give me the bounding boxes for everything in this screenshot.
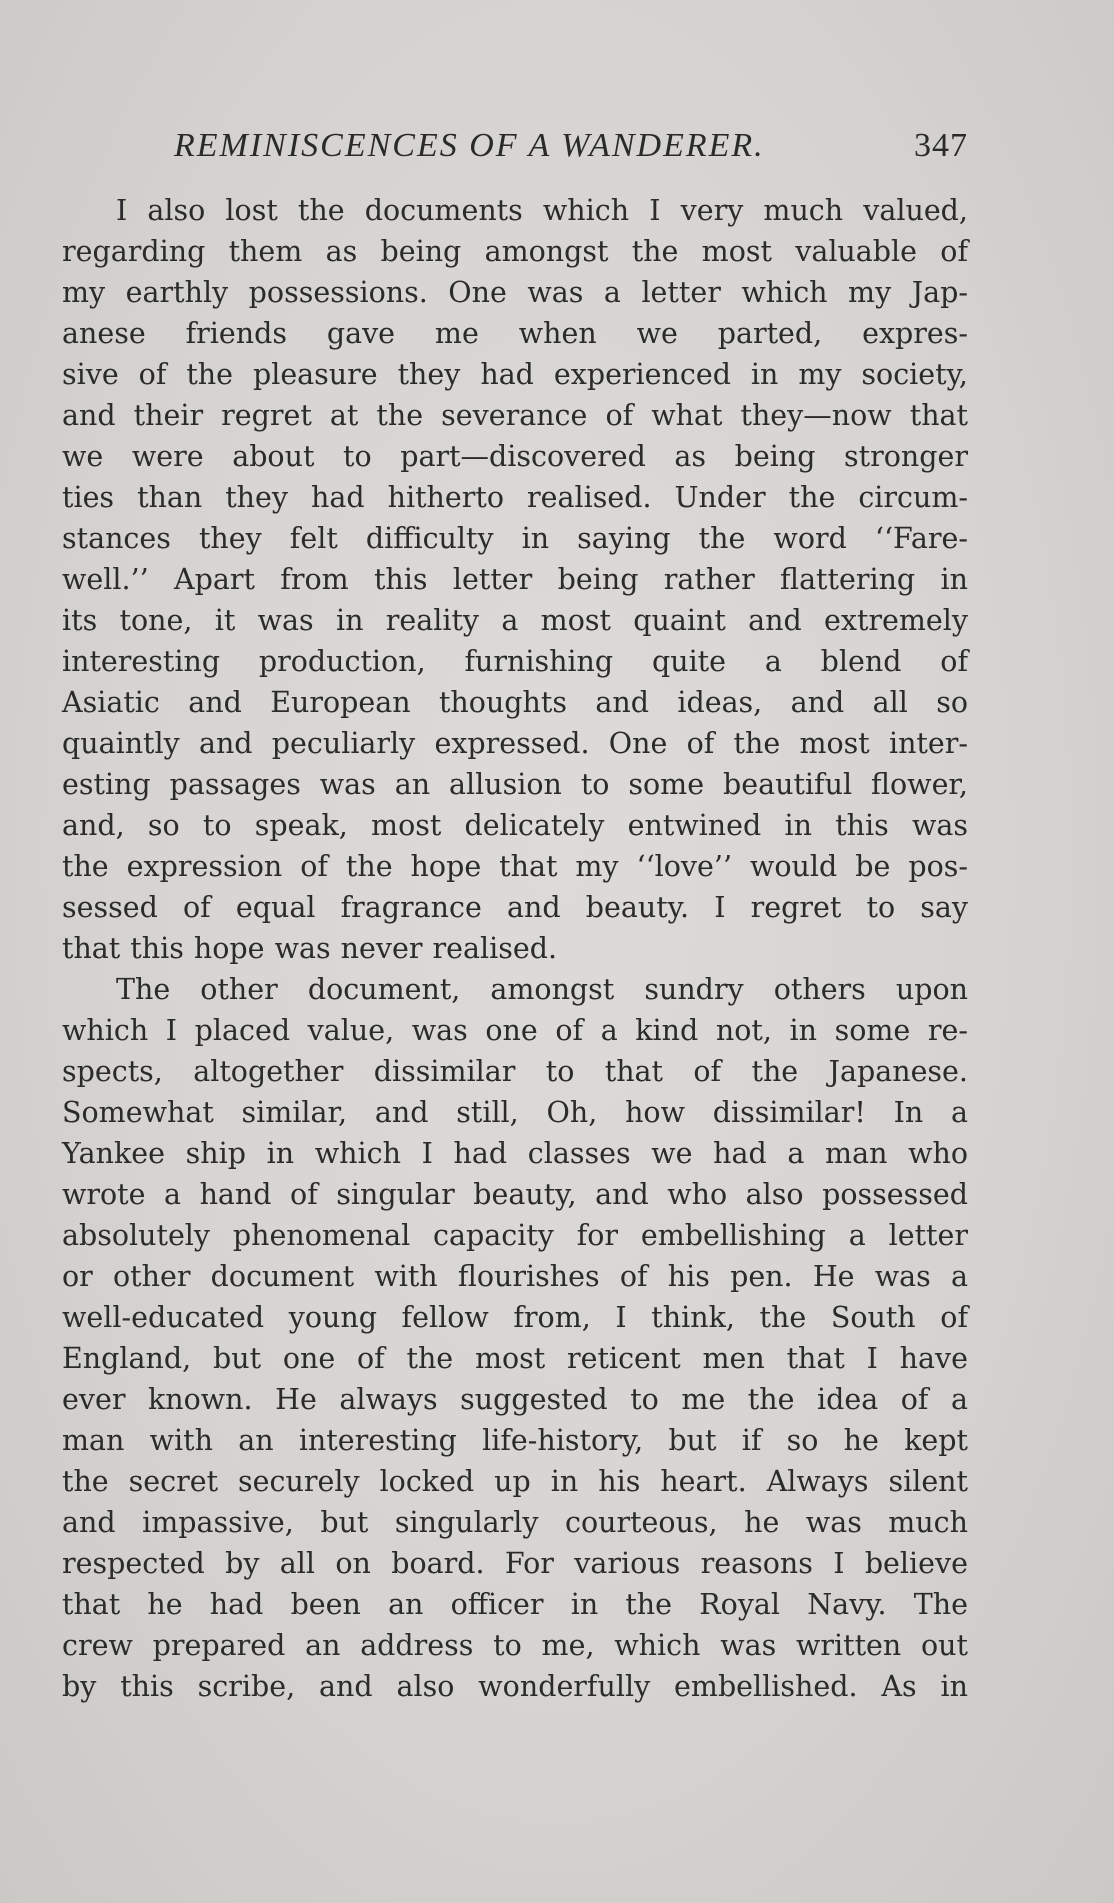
text-line: anese friends gave me when we parted, expres- — [62, 317, 968, 350]
text-line: Somewhat similar, and still, Oh, how dissimilar! In a — [62, 1096, 968, 1129]
text-line: man with an interesting life-history, but if so he kept — [62, 1424, 968, 1457]
text-line: ties than they had hitherto realised. Under the circum- — [62, 481, 968, 514]
paragraph-2 — [62, 969, 968, 1707]
text-line: its tone, it was in reality a most quaint and extremely — [62, 604, 968, 637]
text-line: Yankee ship in which I had classes we had a man who — [62, 1137, 968, 1170]
text-line: we were about to part—discovered as being stronger — [62, 440, 968, 473]
text-line: spects, altogether dissimilar to that of the Japanese. — [62, 1055, 968, 1088]
text-line: that he had been an officer in the Royal Navy. The — [62, 1588, 968, 1621]
text-line: and their regret at the severance of what they—now that — [62, 399, 968, 432]
text-line: wrote a hand of singular beauty, and who also possessed — [62, 1178, 968, 1211]
running-title: REMINISCENCES OF A WANDERER. — [174, 127, 765, 164]
text-line: ever known. He always suggested to me the idea of a — [62, 1383, 968, 1416]
text-line: and impassive, but singularly courteous, he was much — [62, 1506, 968, 1539]
text-line: regarding them as being amongst the most valuable of — [62, 235, 968, 268]
text-line: and, so to speak, most delicately entwined in this was — [62, 809, 968, 842]
text-line: I also lost the documents which I very much valued, — [116, 194, 968, 227]
text-line: that this hope was never realised. — [62, 932, 558, 965]
text-line: or other document with flourishes of his pen. He was a — [62, 1260, 968, 1293]
text-line: well.’’ Apart from this letter being rather flattering in — [62, 563, 968, 596]
text-line: the secret securely locked up in his heart. Always silent — [62, 1465, 968, 1498]
text-line: absolutely phenomenal capacity for embellishing a letter — [62, 1219, 968, 1252]
text-line: Asiatic and European thoughts and ideas, and all so — [62, 686, 968, 719]
text-line: my earthly possessions. One was a letter which my Jap- — [62, 276, 968, 309]
text-line: quaintly and peculiarly expressed. One of the most inter- — [62, 727, 968, 760]
text-line: sive of the pleasure they had experienced in my society, — [62, 358, 968, 391]
text-line: respected by all on board. For various reasons I believe — [62, 1547, 968, 1580]
text-line: interesting production, furnishing quite a blend of — [62, 645, 968, 678]
running-head — [62, 121, 968, 165]
text-line: crew prepared an address to me, which was written out — [62, 1629, 968, 1662]
paragraph-1 — [62, 190, 968, 969]
text-line: by this scribe, and also wonderfully embellished. As in — [62, 1670, 968, 1703]
text-line: sessed of equal fragrance and beauty. I regret to say — [62, 891, 968, 924]
text-line: which I placed value, was one of a kind not, in some re- — [62, 1014, 968, 1047]
page-number: 347 — [914, 127, 968, 164]
text-line: The other document, amongst sundry others upon — [116, 973, 968, 1006]
text-line: well-educated young fellow from, I think, the South of — [62, 1301, 968, 1334]
text-line: stances they felt difficulty in saying the word ‘‘Fare- — [62, 522, 968, 555]
text-line: esting passages was an allusion to some beautiful flower, — [62, 768, 968, 801]
body-text — [62, 190, 968, 1707]
text-line: the expression of the hope that my ‘‘love’’ would be pos- — [62, 850, 968, 883]
text-line: England, but one of the most reticent men that I have — [62, 1342, 968, 1375]
